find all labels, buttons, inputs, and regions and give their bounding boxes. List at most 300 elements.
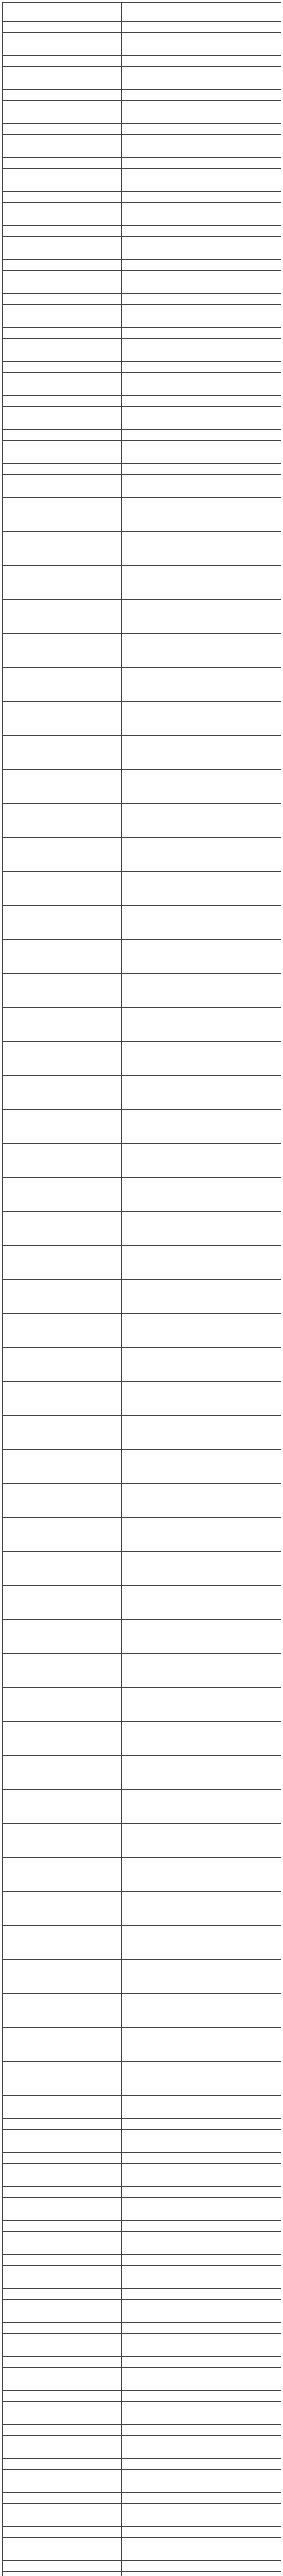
table-cell [29, 1824, 91, 1835]
table-cell [122, 90, 281, 101]
table-cell [3, 305, 29, 316]
table-cell [122, 1835, 281, 1846]
table-cell [122, 1688, 281, 1699]
table-cell [29, 1393, 91, 1404]
table-cell [122, 2164, 281, 2175]
table-row [3, 10, 281, 22]
table-cell [3, 2481, 29, 2493]
table-row [3, 815, 281, 826]
table-cell [3, 2527, 29, 2538]
table-cell [3, 1336, 29, 1348]
table-cell [3, 1359, 29, 1370]
table-cell [91, 928, 122, 940]
table-row [3, 1189, 281, 1200]
table-cell [3, 962, 29, 974]
table-cell [3, 702, 29, 713]
table-cell [29, 2379, 91, 2391]
table-row [3, 690, 281, 702]
table-row [3, 860, 281, 872]
table-cell [29, 1540, 91, 1552]
table-cell [3, 1971, 29, 1982]
table-cell [91, 294, 122, 305]
table-row [3, 78, 281, 90]
table-row [3, 1665, 281, 1676]
table-cell [29, 2402, 91, 2413]
table-cell [29, 2028, 91, 2039]
table-cell [29, 396, 91, 407]
table-cell [29, 860, 91, 872]
table-cell [29, 282, 91, 294]
table-cell [91, 951, 122, 962]
table-cell [29, 2277, 91, 2289]
table-cell [122, 1982, 281, 1994]
table-cell [91, 328, 122, 339]
table-cell [3, 2028, 29, 2039]
table-cell [91, 248, 122, 260]
table-row [3, 1552, 281, 1563]
table-cell [3, 1121, 29, 1132]
table-cell [29, 679, 91, 690]
table-cell [29, 214, 91, 226]
table-cell [122, 1393, 281, 1404]
table-cell [122, 1404, 281, 1416]
table-cell [91, 373, 122, 384]
table-cell [91, 543, 122, 554]
table-row [3, 226, 281, 237]
table-cell [29, 441, 91, 452]
table-cell [29, 962, 91, 974]
table-cell [3, 940, 29, 951]
table-cell [91, 611, 122, 622]
table-cell [91, 2323, 122, 2334]
table-cell [3, 781, 29, 792]
table-cell [122, 1914, 281, 1926]
table-cell [122, 758, 281, 770]
table-cell [122, 260, 281, 271]
table-cell [29, 2232, 91, 2243]
table-cell [29, 1438, 91, 1450]
table-row [3, 962, 281, 974]
table-cell [3, 430, 29, 441]
table-cell [91, 2345, 122, 2357]
table-cell [122, 1234, 281, 1246]
table-cell [91, 2209, 122, 2221]
table-cell [3, 1438, 29, 1450]
table-cell [3, 2402, 29, 2413]
table-cell [3, 1325, 29, 1336]
table-cell [29, 44, 91, 56]
table-cell [3, 10, 29, 22]
table-row [3, 2039, 281, 2050]
table-row [3, 2243, 281, 2255]
table-row [3, 1416, 281, 1427]
table-cell [29, 577, 91, 588]
table-cell [91, 985, 122, 996]
table-row [3, 452, 281, 464]
table-cell [122, 1087, 281, 1098]
table-cell [122, 2538, 281, 2549]
table-cell [91, 2005, 122, 2016]
table-cell [3, 2119, 29, 2130]
table-cell [29, 2413, 91, 2425]
table-cell [91, 158, 122, 169]
table-cell [29, 1484, 91, 1495]
table-cell [3, 690, 29, 702]
table-cell [122, 622, 281, 634]
table-cell [122, 1348, 281, 1359]
table-cell [29, 838, 91, 849]
table-cell [3, 2175, 29, 2187]
table-row [3, 1155, 281, 1166]
table-cell [3, 1144, 29, 1155]
table-row [3, 1926, 281, 1937]
table-cell [122, 611, 281, 622]
table-cell [91, 974, 122, 985]
table-cell [3, 328, 29, 339]
table-row [3, 2436, 281, 2447]
table-row [3, 1223, 281, 1234]
table-cell [91, 10, 122, 22]
table-cell [29, 373, 91, 384]
table-cell [29, 1087, 91, 1098]
table-cell [29, 248, 91, 260]
table-cell [3, 2345, 29, 2357]
table-cell [122, 1812, 281, 1824]
table-cell [3, 1030, 29, 1042]
table-cell [3, 2538, 29, 2549]
table-cell [91, 996, 122, 1008]
table-row [3, 2334, 281, 2345]
table-cell [91, 940, 122, 951]
table-cell [91, 1076, 122, 1087]
table-cell [91, 418, 122, 430]
table-cell [3, 1608, 29, 1620]
table-cell [3, 1393, 29, 1404]
table-cell [91, 2504, 122, 2515]
table-cell [122, 1336, 281, 1348]
table-row [3, 951, 281, 962]
table-row [3, 2572, 281, 2576]
table-row [3, 1450, 281, 1461]
table-cell [3, 1858, 29, 1869]
table-cell [91, 1427, 122, 1438]
table-cell [29, 203, 91, 214]
table-cell [29, 1529, 91, 1540]
table-cell [3, 2334, 29, 2345]
table-cell [91, 781, 122, 792]
table-row [3, 1529, 281, 1540]
table-cell [122, 2334, 281, 2345]
table-cell [122, 1302, 281, 1314]
table-cell [3, 2243, 29, 2255]
table-row [3, 146, 281, 158]
table-cell [91, 1064, 122, 1076]
table-row [3, 2300, 281, 2311]
table-cell [3, 1586, 29, 1597]
table-cell [3, 894, 29, 906]
table-row [3, 2107, 281, 2119]
table-cell [29, 2391, 91, 2402]
table-cell [122, 452, 281, 464]
table-cell [29, 1790, 91, 1801]
table-cell [3, 1835, 29, 1846]
table-row [3, 2515, 281, 2527]
table-cell [122, 486, 281, 498]
table-cell [122, 362, 281, 373]
table-cell [91, 305, 122, 316]
table-cell [91, 2425, 122, 2436]
table-cell [122, 2436, 281, 2447]
table-row [3, 1948, 281, 1960]
table-row [3, 1087, 281, 1098]
table-cell [3, 554, 29, 566]
table-cell [91, 1495, 122, 1506]
table-cell [91, 2538, 122, 2549]
table-cell [122, 2232, 281, 2243]
table-cell [122, 962, 281, 974]
column-header [91, 3, 122, 10]
table-cell [29, 2198, 91, 2209]
table-cell [122, 124, 281, 135]
table-cell [29, 1937, 91, 1948]
table-cell [91, 2039, 122, 2050]
table-cell [91, 1155, 122, 1166]
table-row [3, 1790, 281, 1801]
table-cell [122, 724, 281, 736]
table-cell [29, 1098, 91, 1110]
table-cell [3, 1880, 29, 1892]
table-cell [91, 1019, 122, 1030]
table-cell [122, 2345, 281, 2357]
table-cell [122, 475, 281, 486]
table-cell [3, 2153, 29, 2164]
table-cell [91, 44, 122, 56]
table-cell [3, 2221, 29, 2232]
table-cell [122, 996, 281, 1008]
table-cell [122, 1416, 281, 1427]
table-cell [122, 1710, 281, 1722]
table-cell [3, 1937, 29, 1948]
table-cell [29, 1450, 91, 1461]
table-cell [91, 1393, 122, 1404]
table-cell [29, 407, 91, 418]
table-cell [29, 1121, 91, 1132]
table-cell [91, 554, 122, 566]
table-cell [3, 849, 29, 860]
table-cell [3, 1914, 29, 1926]
table-cell [3, 2493, 29, 2504]
table-cell [3, 600, 29, 611]
column-header [3, 3, 29, 10]
table-cell [91, 2050, 122, 2062]
table-cell [29, 2515, 91, 2527]
table-row [3, 2073, 281, 2084]
table-cell [3, 1302, 29, 1314]
table-cell [29, 2357, 91, 2368]
table-cell [122, 146, 281, 158]
table-cell [122, 2107, 281, 2119]
table-cell [122, 2050, 281, 2062]
table-cell [29, 690, 91, 702]
table-cell [3, 724, 29, 736]
table-cell [91, 2130, 122, 2141]
table-cell [29, 135, 91, 146]
table-cell [3, 2107, 29, 2119]
table-cell [122, 2368, 281, 2379]
table-cell [29, 917, 91, 928]
table-cell [29, 2187, 91, 2198]
table-cell [29, 1268, 91, 1280]
table-cell [122, 44, 281, 56]
table-row [3, 1495, 281, 1506]
table-cell [91, 1982, 122, 1994]
table-cell [91, 339, 122, 350]
table-cell [122, 713, 281, 724]
table-cell [122, 2005, 281, 2016]
table-cell [122, 2289, 281, 2300]
table-cell [3, 1234, 29, 1246]
table-cell [122, 1042, 281, 1053]
table-cell [122, 532, 281, 543]
table-cell [3, 1756, 29, 1767]
table-cell [29, 452, 91, 464]
table-cell [29, 430, 91, 441]
table-cell [3, 316, 29, 328]
table-cell [29, 384, 91, 396]
table-cell [3, 1982, 29, 1994]
table-cell [91, 384, 122, 396]
table-cell [3, 1257, 29, 1268]
table-cell [3, 1506, 29, 1518]
table-row [3, 2198, 281, 2209]
table-cell [29, 1552, 91, 1563]
table-cell [3, 112, 29, 124]
table-row [3, 2345, 281, 2357]
table-cell [122, 1155, 281, 1166]
table-row [3, 588, 281, 600]
table-cell [91, 1438, 122, 1450]
table-row [3, 985, 281, 996]
table-row [3, 1064, 281, 1076]
table-cell [3, 1903, 29, 1914]
table-cell [122, 1869, 281, 1880]
table-row [3, 509, 281, 520]
table-cell [122, 804, 281, 815]
table-cell [29, 169, 91, 180]
table-cell [91, 1359, 122, 1370]
table-cell [122, 2504, 281, 2515]
table-row [3, 2538, 281, 2549]
table-cell [122, 815, 281, 826]
table-cell [3, 135, 29, 146]
table-cell [91, 2073, 122, 2084]
table-cell [3, 2255, 29, 2266]
table-cell [29, 1506, 91, 1518]
table-cell [91, 1030, 122, 1042]
table-cell [122, 1858, 281, 1869]
table-row [3, 1257, 281, 1268]
table-cell [122, 2016, 281, 2028]
table-cell [91, 2062, 122, 2073]
table-cell [29, 1756, 91, 1767]
table-cell [29, 985, 91, 996]
table-cell [122, 192, 281, 203]
table-cell [29, 566, 91, 577]
table-cell [91, 656, 122, 668]
table-cell [91, 1654, 122, 1665]
table-cell [29, 1914, 91, 1926]
table-cell [3, 2459, 29, 2470]
table-row [3, 543, 281, 554]
table-cell [3, 622, 29, 634]
table-cell [91, 192, 122, 203]
table-cell [3, 1087, 29, 1098]
table-cell [29, 2073, 91, 2084]
table-cell [122, 872, 281, 883]
table-cell [3, 452, 29, 464]
table-cell [122, 2141, 281, 2153]
table-cell [122, 294, 281, 305]
table-row [3, 940, 281, 951]
table-row [3, 702, 281, 713]
table-cell [3, 1812, 29, 1824]
table-cell [122, 917, 281, 928]
table-cell [29, 192, 91, 203]
table-row [3, 282, 281, 294]
table-cell [3, 1948, 29, 1960]
table-cell [122, 838, 281, 849]
table-cell [29, 747, 91, 758]
table-cell [122, 577, 281, 588]
table-cell [122, 1620, 281, 1631]
table-cell [122, 1030, 281, 1042]
table-row [3, 736, 281, 747]
table-cell [29, 2107, 91, 2119]
table-cell [29, 1586, 91, 1597]
table-cell [3, 1076, 29, 1087]
table-cell [29, 940, 91, 951]
table-row [3, 1268, 281, 1280]
table-cell [91, 2119, 122, 2130]
table-row [3, 430, 281, 441]
table-row [3, 418, 281, 430]
table-row [3, 1008, 281, 1019]
table-cell [3, 1246, 29, 1257]
table-cell [29, 1302, 91, 1314]
table-cell [91, 1914, 122, 1926]
table-cell [122, 2198, 281, 2209]
table-row [3, 316, 281, 328]
table-cell [3, 1461, 29, 1472]
table-cell [29, 475, 91, 486]
table-row [3, 169, 281, 180]
table-cell [91, 2187, 122, 2198]
table-cell [122, 1166, 281, 1178]
table-cell [122, 634, 281, 645]
table-cell [122, 554, 281, 566]
table-cell [122, 2175, 281, 2187]
table-cell [91, 2515, 122, 2527]
table-cell [91, 1552, 122, 1563]
table-cell [91, 2198, 122, 2209]
table-row [3, 2413, 281, 2425]
table-cell [29, 1110, 91, 1121]
table-cell [122, 2447, 281, 2459]
table-row [3, 90, 281, 101]
table-cell [29, 1382, 91, 1393]
table-row [3, 56, 281, 67]
table-cell [29, 1563, 91, 1574]
